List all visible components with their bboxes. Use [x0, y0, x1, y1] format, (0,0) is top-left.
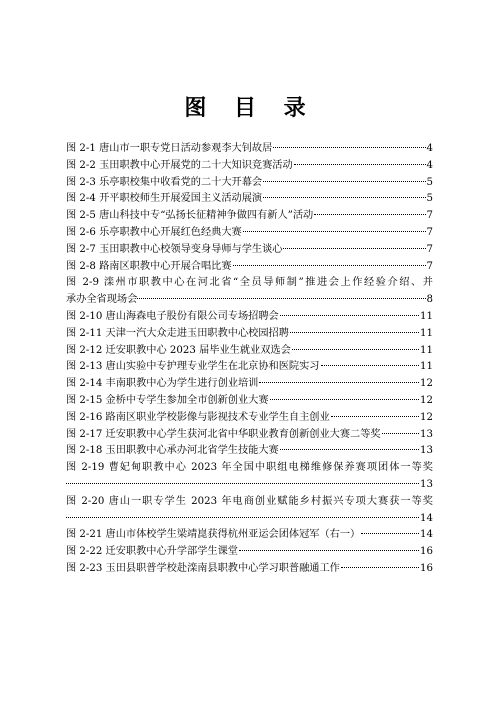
entry-label: 图 2-14 丰南职教中心为学生进行创业培训 [66, 378, 259, 390]
entry-page: 12 [420, 378, 433, 390]
dot-leader [321, 365, 420, 366]
dot-leader [270, 399, 419, 400]
list-item[interactable] [66, 208, 433, 225]
dot-leader [290, 332, 419, 333]
list-item[interactable] [66, 141, 433, 158]
list-item[interactable] [66, 275, 433, 309]
dot-leader [283, 248, 425, 249]
entry-page: 4 [426, 143, 433, 154]
dot-leader [341, 567, 419, 568]
list-item[interactable] [66, 175, 433, 192]
list-item[interactable] [66, 443, 433, 460]
dot-leader [280, 315, 419, 316]
list-item[interactable] [66, 309, 433, 326]
entry-label: 图 2-21 唐山市体校学生梁靖崑获得杭州亚运会团体冠军（右一） [66, 529, 361, 541]
entry-page: 13 [420, 478, 433, 490]
entry-page: 16 [420, 562, 433, 574]
entry-label-continued: 承办全省现场会 [66, 294, 138, 306]
entry-page: 16 [420, 546, 433, 558]
dot-leader [66, 517, 419, 518]
dot-leader [259, 382, 419, 383]
entry-page: 13 [420, 445, 433, 457]
entry-page: 11 [420, 310, 433, 322]
entry-page: 12 [420, 411, 433, 423]
list-item[interactable] [66, 427, 433, 444]
dot-leader [294, 164, 426, 165]
entry-label: 图 2-13 唐山实验中专护理专业学生在北京协和医院实习 [66, 361, 320, 373]
list-item[interactable] [66, 561, 433, 578]
entry-line-2 [66, 477, 433, 494]
dot-leader [280, 449, 419, 450]
dot-leader [263, 197, 425, 198]
dot-leader [314, 214, 425, 215]
dot-leader [263, 181, 425, 182]
dot-leader [292, 349, 419, 350]
entry-page: 11 [420, 327, 433, 339]
list-item[interactable] [66, 259, 433, 276]
entry-page: 7 [426, 260, 433, 272]
entry-page: 7 [426, 210, 433, 222]
entry-line-2 [66, 292, 433, 309]
list-item[interactable] [66, 359, 433, 376]
dot-leader [137, 298, 425, 299]
entry-label: 图 2-16 路南区职业学校影像与影视技术专业学生自主创业 [66, 411, 330, 423]
entry-page: 14 [420, 512, 433, 524]
entry-page: 11 [420, 361, 433, 373]
entry-page: 14 [420, 529, 433, 541]
entry-page: 4 [426, 159, 433, 171]
entry-label: 图 2-23 玉田县职普学校赴滦南县职教中心学习职普融通工作 [66, 562, 340, 574]
entry-label: 图 2-8 路南区职教中心开展合唱比赛 [66, 260, 232, 272]
dot-leader [331, 416, 419, 417]
dot-leader [233, 265, 426, 266]
entry-page: 8 [426, 294, 433, 306]
list-item[interactable] [66, 326, 433, 343]
entry-label: 图 2-19 曹妃甸职教中心 2023 年全国中职组电梯维修保养赛项团体一等奖 [66, 462, 433, 474]
dot-leader [273, 147, 425, 148]
list-item[interactable] [66, 191, 433, 208]
entry-page: 11 [420, 344, 433, 356]
entry-label: 图 2-20 唐山一职专学生 2023 年电商创业赋能乡村振兴专项大赛获一等奖 [66, 495, 433, 507]
entry-label: 图 2-10 唐山海森电子股份有限公司专场招聘会 [66, 310, 279, 322]
list-item[interactable] [66, 544, 433, 561]
entry-label: 图 2-6 乐亭职教中心开展红色经典大赛 [66, 226, 242, 238]
entry-label: 图 2-3 乐亭职校集中收看党的二十大开幕会 [66, 176, 263, 188]
entry-label: 图 2-17 迁安职教中心学生获河北省中华职业教育创新创业大赛二等奖 [66, 428, 381, 440]
figure-list [66, 141, 433, 578]
entry-page: 7 [426, 226, 433, 238]
entry-label: 图 2-7 玉田职教中心校领导变身导师与学生谈心 [66, 243, 283, 255]
entry-label: 图 2-1 唐山市一职专党日活动参观李大钊故居 [66, 143, 273, 154]
entry-page: 7 [426, 243, 433, 255]
entry-page: 5 [426, 193, 433, 205]
dot-leader [361, 533, 419, 534]
dot-leader [382, 433, 419, 434]
list-item[interactable] [66, 158, 433, 175]
list-item[interactable] [66, 225, 433, 242]
entry-label: 图 2-12 迁安职教中心 2023 届毕业生就业双选会 [66, 344, 291, 356]
list-item[interactable] [66, 393, 433, 410]
entry-label: 图 2-9 滦州市职教中心在河北省“全员导师制”推进会上作经验介绍、并 [66, 277, 433, 289]
list-item[interactable] [66, 410, 433, 427]
list-item[interactable] [66, 494, 433, 528]
entry-page: 5 [426, 176, 433, 188]
list-item[interactable] [66, 343, 433, 360]
entry-label: 图 2-5 唐山科技中专“弘扬长征精神争做四有新人”活动 [66, 210, 314, 222]
entry-label: 图 2-2 玉田职教中心开展党的二十大知识竞赛活动 [66, 159, 293, 171]
entry-line-2 [66, 511, 433, 528]
page-title: 图 目 录 [184, 95, 316, 121]
dot-leader [239, 550, 419, 551]
entry-label: 图 2-15 金桥中专学生参加全市创新创业大赛 [66, 394, 269, 406]
dot-leader [243, 231, 426, 232]
dot-leader [66, 483, 419, 484]
list-item[interactable] [66, 527, 433, 544]
list-item[interactable] [66, 460, 433, 494]
entry-page: 12 [420, 394, 433, 406]
entry-page: 13 [420, 428, 433, 440]
entry-label: 图 2-11 天津一汽大众走进玉田职教中心校园招聘 [66, 327, 289, 339]
entry-label: 图 2-4 开平职校师生开展爱国主义活动展演 [66, 193, 263, 205]
entry-label: 图 2-22 迁安职教中心升学部学生课堂 [66, 546, 238, 558]
list-item[interactable] [66, 242, 433, 259]
entry-label: 图 2-18 玉田职教中心承办河北省学生技能大赛 [66, 445, 279, 457]
list-item[interactable] [66, 376, 433, 393]
